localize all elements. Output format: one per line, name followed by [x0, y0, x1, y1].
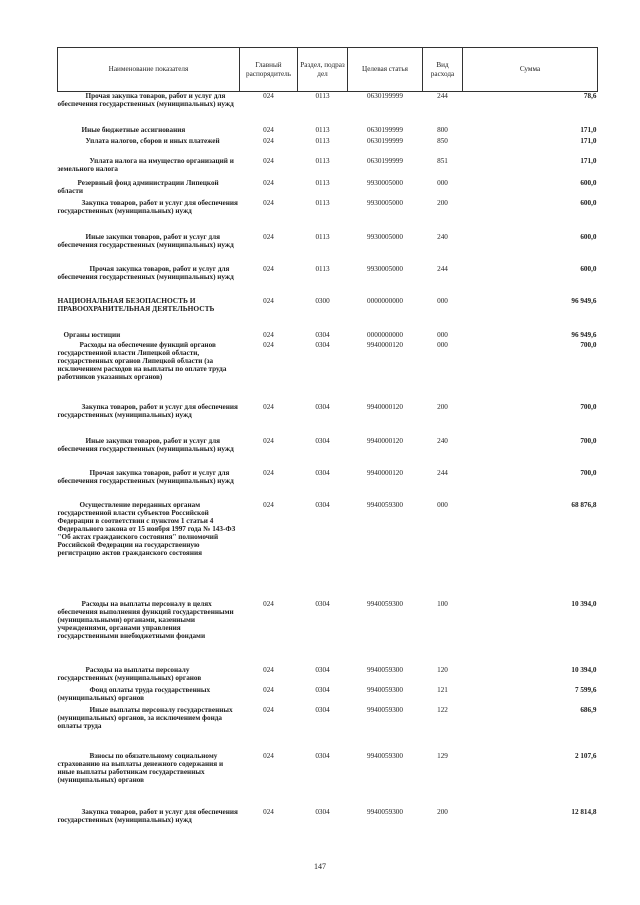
- table-row: [58, 179, 598, 199]
- cell-sum: 700,0: [580, 340, 597, 349]
- cell-manager: 024: [263, 92, 274, 100]
- cell-section: 0304: [315, 685, 330, 694]
- budget-table: [57, 47, 598, 838]
- table-body: [58, 92, 598, 838]
- cell-section: 0300: [315, 296, 330, 305]
- table-row: [58, 199, 598, 233]
- cell-target: 9930005000: [367, 198, 403, 207]
- cell-manager: 024: [263, 402, 274, 411]
- table-row: [58, 137, 598, 157]
- cell-name: Прочая закупка товаров, работ и услуг для обеспечения государственных (муниципальных) нужд: [57, 468, 234, 485]
- cell-manager: 024: [263, 156, 274, 165]
- cell-name: Закупка товаров, работ и услуг для обеспечения государственных (муниципальных) нужд: [57, 198, 238, 215]
- cell-type: 240: [437, 232, 448, 241]
- cell-section: 0113: [315, 178, 330, 187]
- cell-sum: 10 394,0: [571, 599, 597, 608]
- cell-target: 9940000120: [367, 436, 403, 445]
- table-row: [58, 706, 598, 752]
- cell-section: 0304: [315, 468, 330, 477]
- cell-type: 244: [437, 92, 448, 100]
- cell-sum: 600,0: [580, 178, 597, 187]
- cell-name: Фонд оплаты труда государственных (муниципальных) органов: [57, 685, 211, 702]
- cell-sum: 600,0: [580, 198, 597, 207]
- cell-section: 0113: [315, 198, 330, 207]
- cell-name: Прочая закупка товаров, работ и услуг для обеспечения государственных (муниципальных) нужд: [57, 92, 234, 109]
- cell-sum: 600,0: [580, 232, 597, 241]
- cell-type: 129: [437, 751, 448, 760]
- cell-type: 240: [437, 436, 448, 445]
- cell-section: 0113: [315, 92, 330, 100]
- cell-section: 0113: [315, 136, 330, 145]
- cell-target: 9940000120: [367, 340, 403, 349]
- cell-type: 000: [437, 340, 448, 349]
- cell-name: Резервный фонд администрации Липецкой области: [57, 178, 219, 195]
- table-row: [58, 666, 598, 686]
- cell-type: 120: [437, 665, 448, 674]
- cell-sum: 700,0: [580, 468, 597, 477]
- cell-sum: 10 394,0: [571, 665, 597, 674]
- table-row: [58, 752, 598, 808]
- cell-target: 9940059300: [367, 807, 403, 816]
- table-row: [58, 331, 598, 341]
- cell-section: 0304: [315, 340, 330, 349]
- table-row: [58, 403, 598, 437]
- cell-section: 0113: [315, 264, 330, 273]
- cell-section: 0304: [315, 330, 330, 339]
- cell-sum: 2 107,6: [574, 751, 597, 760]
- cell-target: 0630199999: [367, 92, 403, 100]
- cell-manager: 024: [263, 685, 274, 694]
- cell-sum: 700,0: [580, 402, 597, 411]
- cell-name: Иные бюджетные ассигнования: [81, 125, 186, 134]
- cell-sum: 68 876,8: [571, 500, 597, 509]
- cell-type: 800: [437, 125, 448, 134]
- cell-name: Расходы на выплаты персоналу в целях обеспечения выполнения функций государственными (муниципальными) органами, казенными учреждениями, органами управления государственными внебюджетными фондами: [57, 599, 234, 640]
- cell-name: Осуществление переданных органам государственной власти субъектов Российской Федерации в соответствии с пунктом 1 статьи 4 Федерального закона от 15 ноября 1997 года № 143-ФЗ "Об актах гражданского состояния" полномочий Российской Федерации на государственную регистрацию актов гражданского состояния: [57, 500, 236, 558]
- table-row: [58, 265, 598, 297]
- cell-target: 9940059300: [367, 599, 403, 608]
- cell-section: 0304: [315, 402, 330, 411]
- cell-section: 0304: [315, 436, 330, 445]
- cell-type: 244: [437, 264, 448, 273]
- cell-name: Расходы на выплаты персоналу государственных (муниципальных) органов: [57, 665, 202, 682]
- cell-type: 000: [437, 330, 448, 339]
- cell-manager: 024: [263, 330, 274, 339]
- cell-target: 0630199999: [367, 136, 403, 145]
- cell-target: 9930005000: [367, 264, 403, 273]
- cell-manager: 024: [263, 198, 274, 207]
- cell-type: 200: [437, 402, 448, 411]
- cell-name: Уплата налогов, сборов и иных платежей: [85, 136, 220, 145]
- cell-manager: 024: [263, 232, 274, 241]
- cell-sum: 171,0: [580, 156, 597, 165]
- page-number: 147: [314, 862, 326, 871]
- cell-target: 9940000120: [367, 468, 403, 477]
- cell-sum: 171,0: [580, 125, 597, 134]
- cell-manager: 024: [263, 296, 274, 305]
- table-row: [58, 233, 598, 265]
- cell-target: 9940059300: [367, 665, 403, 674]
- cell-target: 9940059300: [367, 685, 403, 694]
- header-name: Наименование показателя: [58, 48, 240, 92]
- cell-target: 9940059300: [367, 500, 403, 509]
- cell-manager: 024: [263, 807, 274, 816]
- header-manager: Главный распорядитель: [240, 48, 298, 92]
- cell-name: Иные закупки товаров, работ и услуг для обеспечения государственных (муниципальных) нужд: [57, 436, 234, 453]
- cell-target: 9930005000: [367, 178, 403, 187]
- cell-name: Прочая закупка товаров, работ и услуг для обеспечения государственных (муниципальных) нужд: [57, 264, 234, 281]
- cell-name: Иные закупки товаров, работ и услуг для обеспечения государственных (муниципальных) нужд: [57, 232, 234, 249]
- cell-name: Закупка товаров, работ и услуг для обеспечения государственных (муниципальных) нужд: [57, 807, 238, 824]
- header-target: Целевая статья: [348, 48, 423, 92]
- cell-type: 000: [437, 500, 448, 509]
- cell-type: 851: [437, 156, 448, 165]
- cell-name: Иные выплаты персоналу государственных (муниципальных) органов, за исключением фонда оплаты труда: [57, 705, 233, 730]
- table-row: [58, 92, 598, 126]
- cell-name: НАЦИОНАЛЬНАЯ БЕЗОПАСНОСТЬ И ПРАВООХРАНИТЕЛЬНАЯ ДЕЯТЕЛЬНОСТЬ: [57, 295, 215, 313]
- cell-name: Уплата налога на имущество организаций и земельного налога: [57, 156, 234, 173]
- cell-type: 850: [437, 136, 448, 145]
- cell-manager: 024: [263, 705, 274, 714]
- cell-section: 0304: [315, 751, 330, 760]
- cell-target: 0000000000: [367, 330, 403, 339]
- cell-manager: 024: [263, 125, 274, 134]
- cell-type: 200: [437, 198, 448, 207]
- cell-manager: 024: [263, 468, 274, 477]
- table-row: [58, 126, 598, 137]
- cell-manager: 024: [263, 340, 274, 349]
- cell-sum: 96 949,6: [571, 330, 597, 339]
- cell-section: 0304: [315, 705, 330, 714]
- cell-type: 000: [437, 178, 448, 187]
- cell-section: 0304: [315, 807, 330, 816]
- table-row: [58, 297, 598, 331]
- budget-table-page: [57, 47, 597, 838]
- cell-target: 0630199999: [367, 125, 403, 134]
- cell-sum: 600,0: [580, 264, 597, 273]
- table-row: [58, 808, 598, 838]
- table-row: [58, 341, 598, 403]
- cell-type: 000: [437, 296, 448, 305]
- header-section: Раздел, подраз дел: [298, 48, 348, 92]
- cell-sum: 700,0: [580, 436, 597, 445]
- cell-target: 0000000000: [367, 296, 403, 305]
- header-sum: Сумма: [463, 48, 598, 92]
- cell-manager: 024: [263, 500, 274, 509]
- cell-section: 0304: [315, 665, 330, 674]
- cell-section: 0113: [315, 232, 330, 241]
- cell-type: 200: [437, 807, 448, 816]
- cell-section: 0113: [315, 156, 330, 165]
- header-type: Вид расхода: [423, 48, 463, 92]
- cell-target: 9940059300: [367, 751, 403, 760]
- cell-type: 100: [437, 599, 448, 608]
- cell-manager: 024: [263, 136, 274, 145]
- cell-manager: 024: [263, 599, 274, 608]
- table-row: [58, 437, 598, 469]
- cell-name: Закупка товаров, работ и услуг для обеспечения государственных (муниципальных) нужд: [57, 402, 238, 419]
- cell-manager: 024: [263, 665, 274, 674]
- cell-name: Органы юстиции: [63, 330, 121, 339]
- cell-section: 0304: [315, 599, 330, 608]
- cell-target: 9940059300: [367, 705, 403, 714]
- cell-sum: 78,6: [583, 92, 597, 100]
- cell-section: 0304: [315, 500, 330, 509]
- cell-type: 122: [437, 705, 448, 714]
- cell-manager: 024: [263, 751, 274, 760]
- cell-type: 121: [437, 685, 448, 694]
- cell-sum: 12 814,8: [571, 807, 597, 816]
- cell-section: 0113: [315, 125, 330, 134]
- table-row: [58, 600, 598, 666]
- cell-target: 0630199999: [367, 156, 403, 165]
- cell-sum: 171,0: [580, 136, 597, 145]
- cell-sum: 7 599,6: [574, 685, 597, 694]
- cell-target: 9930005000: [367, 232, 403, 241]
- cell-sum: 96 949,6: [571, 296, 597, 305]
- cell-manager: 024: [263, 264, 274, 273]
- cell-name: Взносы по обязательному социальному страхованию на выплаты денежного содержания и иные выплаты работникам государственных (муниципальных) органов: [57, 751, 224, 784]
- cell-manager: 024: [263, 436, 274, 445]
- cell-name: Расходы на обеспечение функций органов государственной власти Липецкой области, государственных органов Липецкой области (за исключением расходов на выплаты по оплате труда работников указанных органов): [57, 340, 227, 381]
- cell-target: 9940000120: [367, 402, 403, 411]
- table-row: [58, 686, 598, 706]
- table-row: [58, 157, 598, 179]
- cell-manager: 024: [263, 178, 274, 187]
- cell-type: 244: [437, 468, 448, 477]
- table-row: [58, 469, 598, 501]
- table-row: [58, 501, 598, 600]
- table-header: [58, 48, 598, 92]
- cell-sum: 686,9: [580, 705, 597, 714]
